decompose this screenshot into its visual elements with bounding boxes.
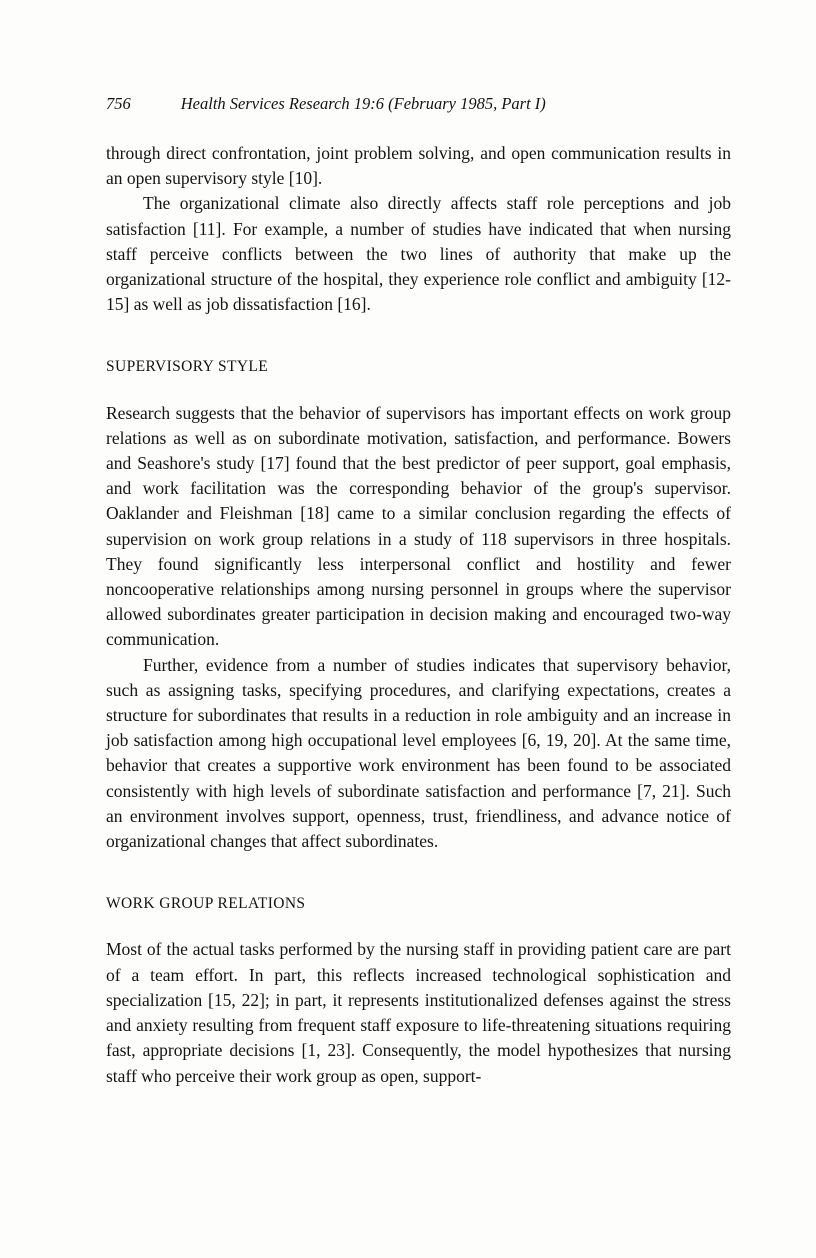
paragraph: through direct confrontation, joint problem solving, and open communication results in an open supervisory style [10]. [106,143,731,189]
journal-title: Health Services Research 19:6 (February 1985, Part I) [180,94,546,113]
running-head [106,94,731,114]
paragraph: Research suggests that the behavior of supervisors has important effects on work group relations as well as on subordinate motivation, satisfaction, and performance. Bowers and Seashore's study [17] found that the best predictor of peer support, goal emphasis, and work facilitation was the corresponding behavior of the group's supervisor. Oaklander and Fleishman [18] came to a similar conclusion regarding the effects of supervision on work group relations in a study of 118 supervisors in three hospitals. They found significantly less interpersonal conflict and hostility and fewer noncooperative relationships among nursing personnel in groups where the supervisor allowed subordinates greater participation in decision making and encouraged two-way communication. [106,402,731,650]
section-heading-work-group-relations: WORK GROUP RELATIONS [106,895,306,913]
paragraph: The organizational climate also directly affects staff role perceptions and job satisfaction [11]. For example, a number of studies have indicated that when nursing staff perceive conflicts between the two lines of authority that make up the organizational structure of the hospital, they experience role conflict and ambiguity [12-15] as well as job dissatisfaction [16]. [106,193,731,315]
section-heading-supervisory-style: SUPERVISORY STYLE [106,358,269,376]
paragraph: Further, evidence from a number of studies indicates that supervisory behavior, such as assigning tasks, specifying procedures, and clarifying expectations, creates a structure for subordinates that results in a reduction in role ambiguity and an increase in job satisfaction among high occupational level employees [6, 19, 20]. At the same time, behavior that creates a supportive work environment has been found to be associated consistently with high levels of subordinate satisfaction and performance [7, 21]. Such an environment involves support, openness, trust, friendliness, and advance notice of organizational changes that affect subordinates. [106,654,731,852]
paragraph: Most of the actual tasks performed by the nursing staff in providing patient care are part of a team effort. In part, this reflects increased technological sophistication and specialization [15, 22]; in part, it represents institutionalized defenses against the stress and anxiety resulting from frequent staff exposure to life-threatening situations requiring fast, appropriate decisions [1, 23]. Consequently, the model hypothesizes that nursing staff who perceive their work group as open, support- [106,939,731,1086]
page-number: 756 [106,94,131,113]
page-body [106,141,731,1089]
